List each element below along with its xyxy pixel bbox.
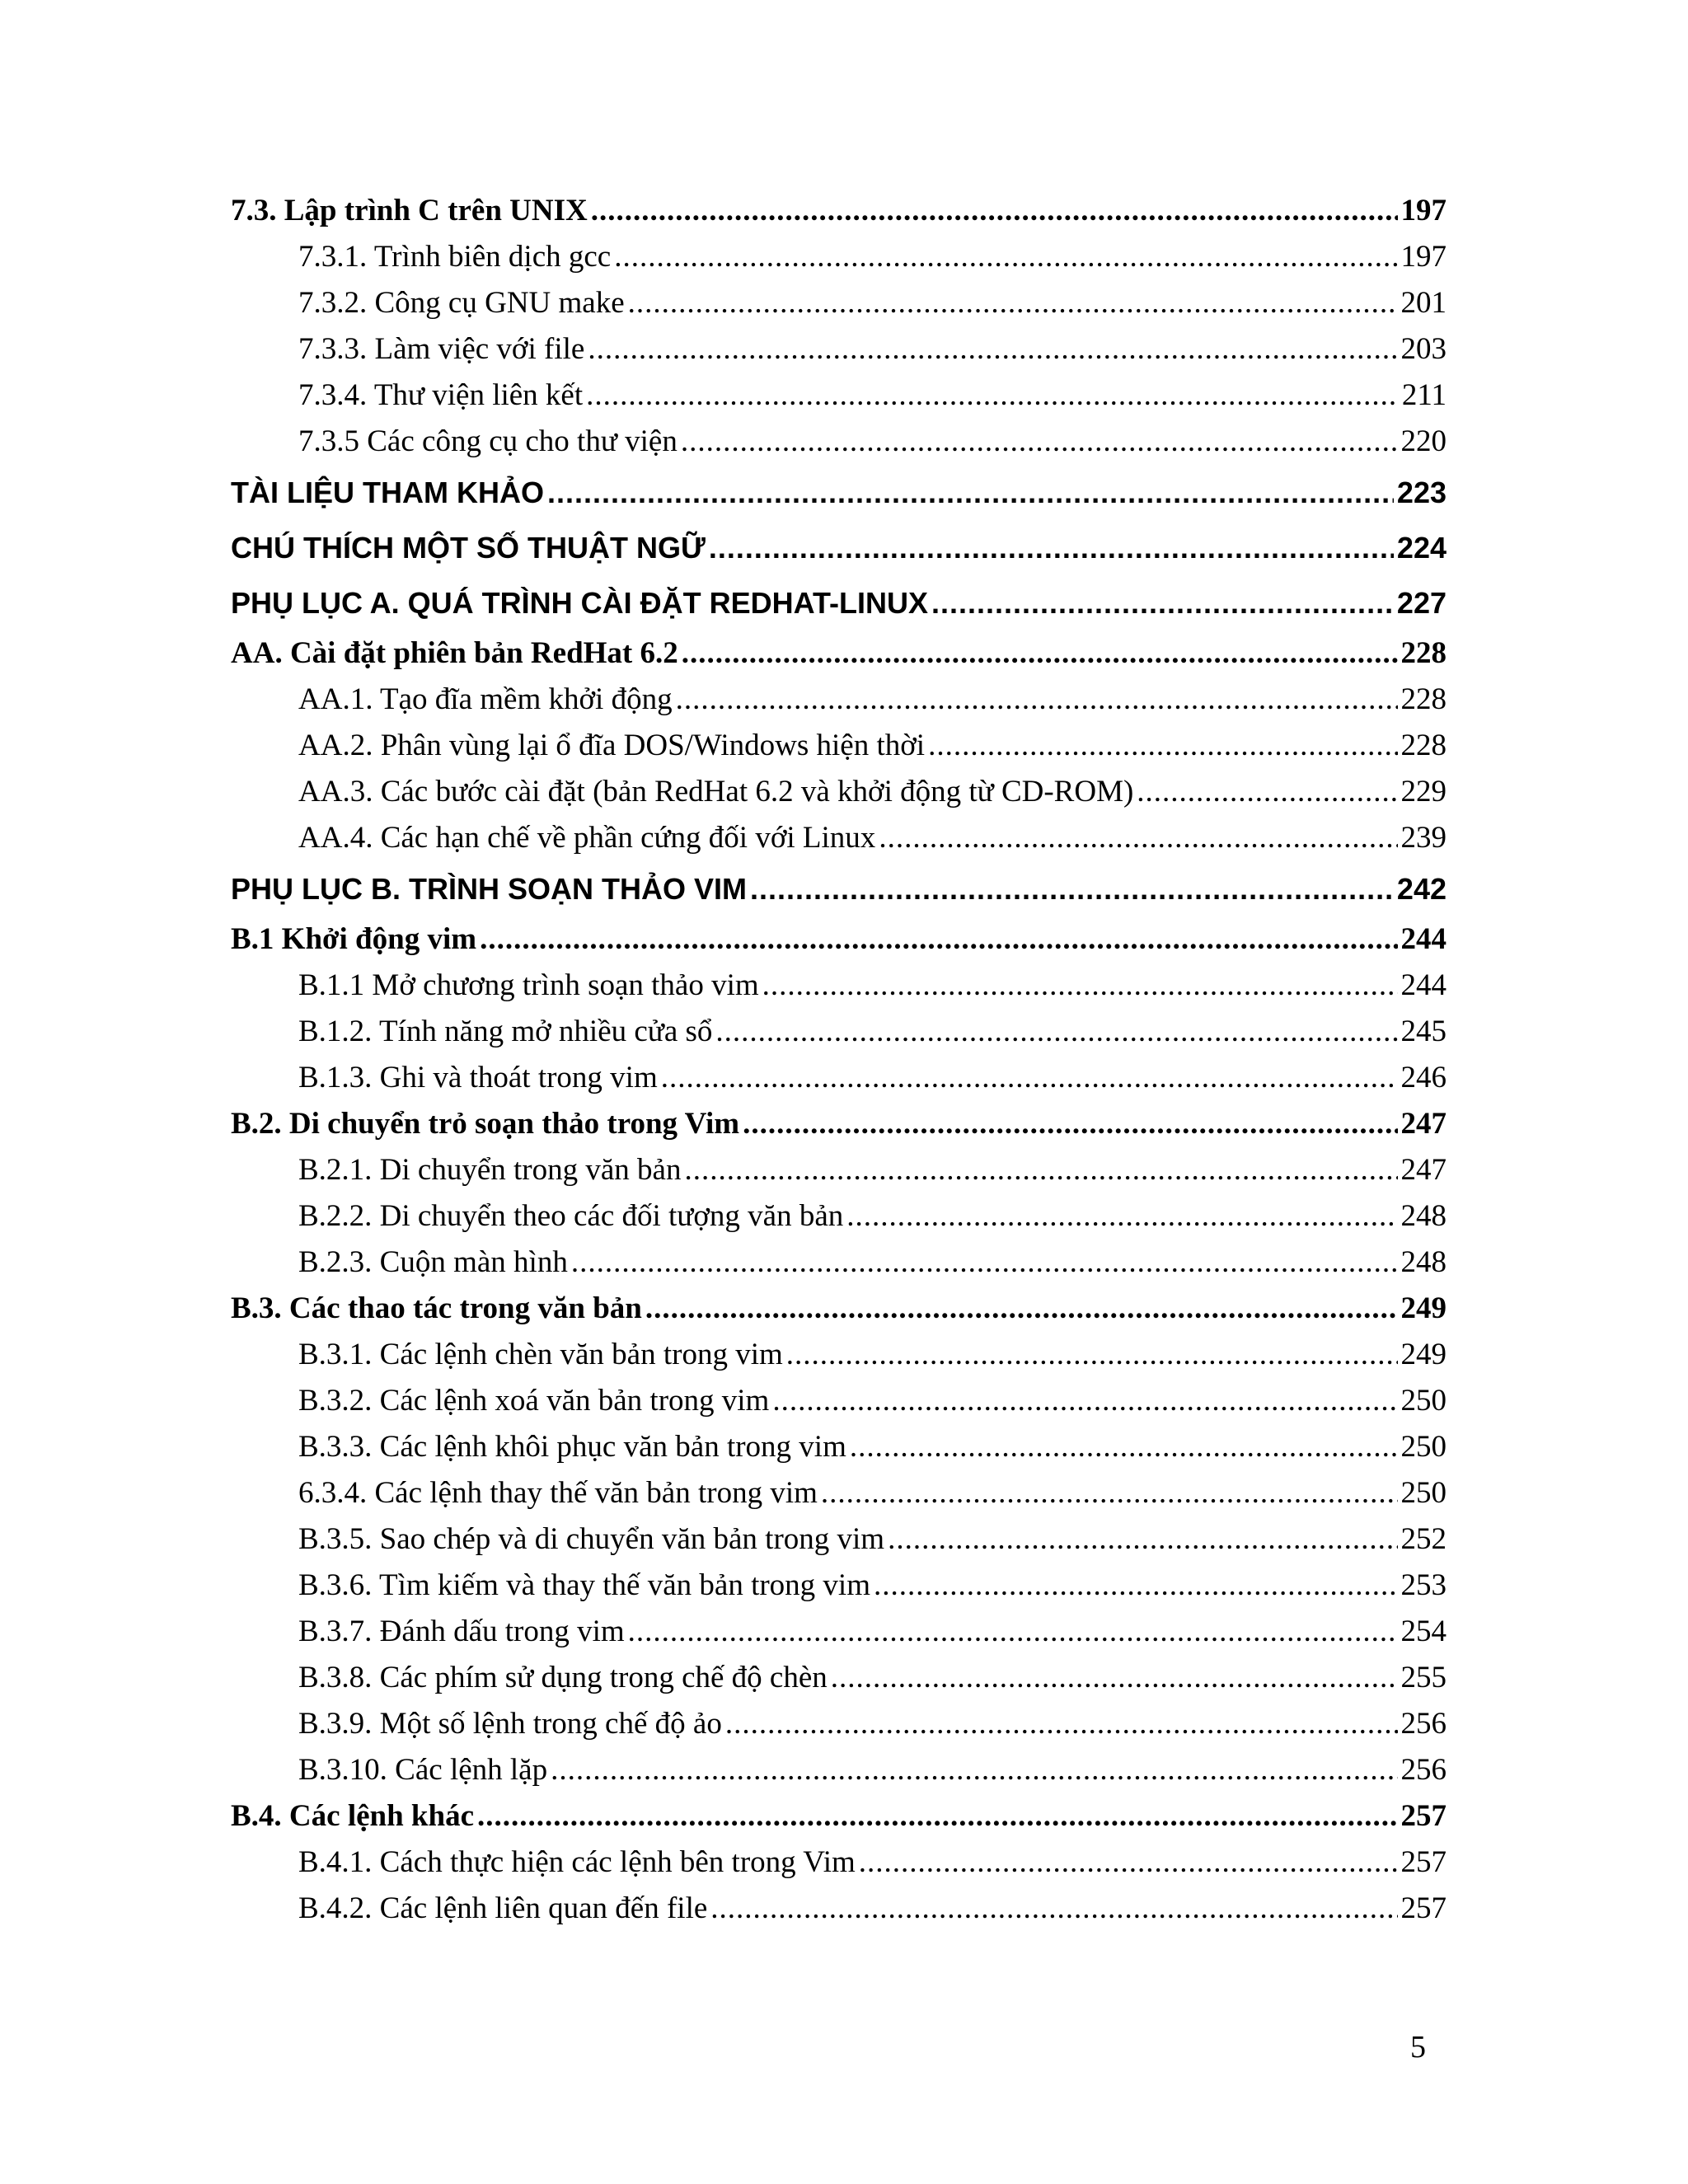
toc-entry-page: 257	[1400, 1845, 1447, 1879]
dot-leader	[628, 280, 1398, 326]
toc-entry-title: AA.4. Các hạn chế về phần cứng đối với Linux	[298, 821, 876, 855]
toc-entry-title: B.3.6. Tìm kiếm và thay thế văn bản trong vim	[298, 1568, 870, 1602]
toc-entry	[231, 373, 1447, 419]
toc-entry	[231, 1055, 1447, 1101]
dot-leader	[850, 1424, 1398, 1470]
toc-entry-title: B.3.2. Các lệnh xoá văn bản trong vim	[298, 1384, 770, 1418]
toc-entry	[231, 1332, 1447, 1378]
dot-leader	[477, 1793, 1397, 1840]
toc-entry	[231, 963, 1447, 1009]
toc-entry-page: 250	[1400, 1384, 1447, 1418]
toc-entry-title: CHÚ THÍCH MỘT SỐ THUẬT NGỮ	[231, 531, 706, 565]
toc-entry-title: 6.3.4. Các lệnh thay thế văn bản trong vim	[298, 1476, 818, 1510]
dot-leader	[614, 234, 1397, 280]
toc-entry-page: 256	[1400, 1707, 1447, 1741]
toc-entry-title: 7.3.3. Làm việc với file	[298, 332, 585, 366]
toc-entry-page: 203	[1400, 332, 1447, 366]
dot-leader	[591, 188, 1398, 234]
page-number: 5	[1410, 2030, 1426, 2064]
toc-entry-title: B.3.9. Một số lệnh trong chế độ ảo	[298, 1707, 722, 1741]
toc-entry-title: B.2.3. Cuộn màn hình	[298, 1245, 568, 1279]
dot-leader	[588, 326, 1397, 373]
toc-entry-title: 7.3.1. Trình biên dịch gcc	[298, 240, 612, 274]
toc-entry-page: 247	[1400, 1107, 1447, 1141]
toc-entry-title: 7.3.5 Các công cụ cho thư viện	[298, 424, 678, 458]
toc-entry-title: B.1 Khởi động vim	[231, 922, 477, 956]
dot-leader	[551, 1747, 1397, 1793]
toc-entry-title: B.3.1. Các lệnh chèn văn bản trong vim	[298, 1338, 783, 1371]
toc-entry-page: 244	[1400, 922, 1447, 956]
toc-entry-title: AA.1. Tạo đĩa mềm khởi động	[298, 682, 673, 716]
toc-entry-page: 242	[1396, 872, 1447, 906]
toc-entry-title: B.3.3. Các lệnh khôi phục văn bản trong vim	[298, 1430, 846, 1464]
toc-entry-title: B.2.1. Di chuyển trong văn bản	[298, 1153, 682, 1187]
dot-leader	[480, 916, 1397, 963]
dot-leader	[547, 465, 1394, 520]
toc-entry-page: 228	[1400, 729, 1447, 762]
dot-leader	[750, 861, 1394, 916]
toc-entry-title: B.1.2. Tính năng mở nhiều cửa sổ	[298, 1015, 713, 1048]
toc-entry-page: 250	[1400, 1430, 1447, 1464]
toc-entry	[231, 1609, 1447, 1655]
dot-leader	[661, 1055, 1398, 1101]
toc-entry-page: 244	[1400, 968, 1447, 1002]
dot-leader	[725, 1701, 1398, 1747]
toc-entry-page: 249	[1400, 1338, 1447, 1371]
toc-entry	[231, 1886, 1447, 1932]
toc-entry	[231, 1655, 1447, 1701]
toc-entry-title: 7.3. Lập trình C trên UNIX	[231, 194, 588, 227]
toc-entry-page: 250	[1400, 1476, 1447, 1510]
dot-leader	[772, 1378, 1397, 1424]
dot-leader	[928, 723, 1397, 769]
toc-entry	[231, 723, 1447, 769]
toc-entry-page: 223	[1396, 476, 1447, 509]
dot-leader	[786, 1332, 1398, 1378]
toc-entry-page: 249	[1400, 1291, 1447, 1325]
toc-entry-page: 197	[1400, 240, 1447, 274]
toc-entry	[231, 1240, 1447, 1286]
toc-entry	[231, 234, 1447, 280]
toc-entry-title: AA.3. Các bước cài đặt (bản RedHat 6.2 và khởi động từ CD-ROM)	[298, 775, 1134, 808]
toc-entry	[231, 769, 1447, 815]
toc-entry-page: 220	[1400, 424, 1447, 458]
toc-entry-page: 254	[1400, 1615, 1447, 1648]
toc-entry	[231, 575, 1447, 630]
dot-leader	[859, 1840, 1398, 1886]
dot-leader	[715, 1009, 1397, 1055]
toc-entry	[231, 1470, 1447, 1516]
toc-entry-page: 246	[1400, 1061, 1447, 1094]
toc-entry	[231, 1516, 1447, 1563]
toc-entry-title: B.4.1. Cách thực hiện các lệnh bên trong Vim	[298, 1845, 856, 1879]
toc-entry-page: 229	[1400, 775, 1447, 808]
toc-entry-page: 252	[1400, 1522, 1447, 1556]
toc-entry	[231, 1793, 1447, 1840]
dot-leader	[628, 1609, 1398, 1655]
toc-entry-page: 255	[1400, 1661, 1447, 1694]
dot-leader	[888, 1516, 1397, 1563]
toc-entry-page: 245	[1400, 1015, 1447, 1048]
toc-entry	[231, 419, 1447, 465]
toc-entry-page: 211	[1401, 378, 1447, 412]
toc-entry	[231, 1193, 1447, 1240]
toc-entry	[231, 1101, 1447, 1147]
toc-entry-title: TÀI LIỆU THAM KHẢO	[231, 476, 544, 509]
toc-entry	[231, 520, 1447, 575]
toc-entry	[231, 630, 1447, 677]
dot-leader	[571, 1240, 1398, 1286]
dot-leader	[676, 677, 1398, 723]
toc-entry-page: 197	[1400, 194, 1447, 227]
dot-leader	[821, 1470, 1398, 1516]
dot-leader	[709, 520, 1394, 575]
toc-entry	[231, 1378, 1447, 1424]
toc-entry	[231, 1563, 1447, 1609]
dot-leader	[831, 1655, 1398, 1701]
toc-entry-title: 7.3.4. Thư viện liên kết	[298, 378, 584, 412]
toc-entry-page: 248	[1400, 1199, 1447, 1233]
toc-entry	[231, 465, 1447, 520]
toc-entry-title: B.1.1 Mở chương trình soạn thảo vim	[298, 968, 759, 1002]
toc-entry	[231, 1747, 1447, 1793]
dot-leader	[743, 1101, 1397, 1147]
dot-leader	[1137, 769, 1397, 815]
dot-leader	[684, 1147, 1397, 1193]
toc-entry	[231, 1840, 1447, 1886]
dot-leader	[710, 1886, 1397, 1932]
toc-entry-page: 247	[1400, 1153, 1447, 1187]
toc-entry-title: PHỤ LỤC A. QUÁ TRÌNH CÀI ĐẶT REDHAT-LINUX	[231, 586, 928, 620]
toc-entry	[231, 1009, 1447, 1055]
toc-entry	[231, 188, 1447, 234]
toc-entry-title: B.2.2. Di chuyển theo các đối tượng văn bản	[298, 1199, 844, 1233]
dot-leader	[931, 575, 1394, 630]
dot-leader	[874, 1563, 1398, 1609]
toc-entry-page: 248	[1400, 1245, 1447, 1279]
toc-entry	[231, 1701, 1447, 1747]
toc-entry-title: AA.2. Phân vùng lại ổ đĩa DOS/Windows hiện thời	[298, 729, 926, 762]
dot-leader	[846, 1193, 1397, 1240]
toc-entry-title: B.3.7. Đánh dấu trong vim	[298, 1615, 625, 1648]
toc-entry	[231, 916, 1447, 963]
toc-entry-page: 201	[1400, 286, 1447, 320]
toc-entry-page: 224	[1396, 531, 1447, 565]
toc-entry	[231, 326, 1447, 373]
toc-entry	[231, 1147, 1447, 1193]
toc-entry-title: PHỤ LỤC B. TRÌNH SOẠN THẢO VIM	[231, 872, 747, 906]
toc-entry-title: B.4.2. Các lệnh liên quan đến file	[298, 1891, 708, 1925]
toc-entry-page: 228	[1400, 636, 1447, 670]
toc-entry-page: 257	[1400, 1799, 1447, 1833]
dot-leader	[879, 815, 1397, 861]
toc-entry	[231, 677, 1447, 723]
toc-entry-page: 257	[1400, 1891, 1447, 1925]
toc-entry-title: B.3.8. Các phím sử dụng trong chế độ chèn	[298, 1661, 828, 1694]
table-of-contents	[231, 188, 1447, 1932]
toc-entry	[231, 1424, 1447, 1470]
dot-leader	[682, 630, 1398, 677]
toc-entry-title: B.4. Các lệnh khác	[231, 1799, 475, 1833]
toc-entry-page: 253	[1400, 1568, 1447, 1602]
toc-entry-title: B.1.3. Ghi và thoát trong vim	[298, 1061, 658, 1094]
dot-leader	[645, 1286, 1398, 1332]
toc-entry	[231, 861, 1447, 916]
toc-entry-title: 7.3.2. Công cụ GNU make	[298, 286, 625, 320]
toc-entry-title: B.3.10. Các lệnh lặp	[298, 1753, 548, 1787]
toc-entry-page: 228	[1400, 682, 1447, 716]
toc-entry-page: 227	[1396, 586, 1447, 620]
toc-entry-page: 256	[1400, 1753, 1447, 1787]
toc-entry-title: B.3.5. Sao chép và di chuyển văn bản trong vim	[298, 1522, 885, 1556]
toc-entry	[231, 280, 1447, 326]
toc-entry	[231, 815, 1447, 861]
dot-leader	[586, 373, 1399, 419]
dot-leader	[681, 419, 1398, 465]
dot-leader	[762, 963, 1398, 1009]
toc-entry-page: 239	[1400, 821, 1447, 855]
toc-entry-title: B.2. Di chuyển trỏ soạn thảo trong Vim	[231, 1107, 740, 1141]
toc-entry	[231, 1286, 1447, 1332]
toc-entry-title: B.3. Các thao tác trong văn bản	[231, 1291, 642, 1325]
toc-entry-title: AA. Cài đặt phiên bản RedHat 6.2	[231, 636, 678, 670]
